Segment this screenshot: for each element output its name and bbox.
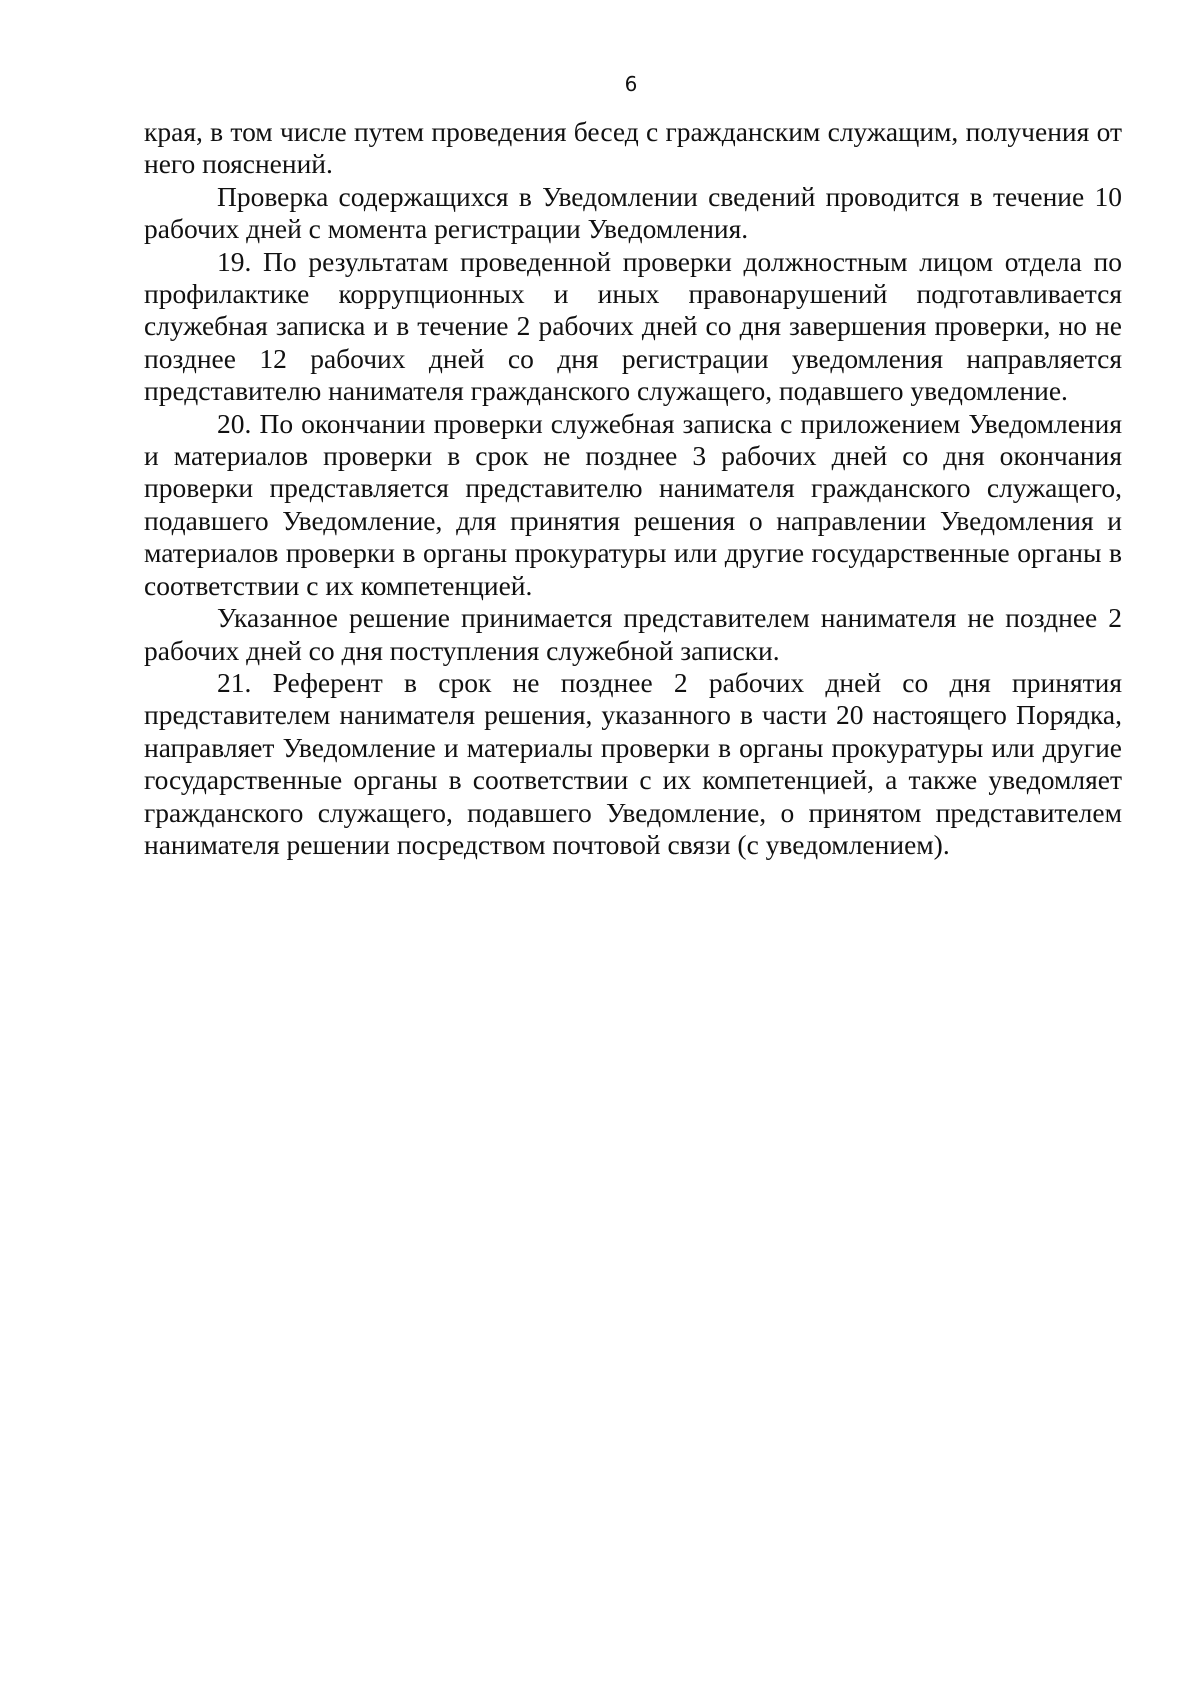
paragraph-item-19: 19. По результатам проведенной проверки должностным лицом отдела по профилактике коррупционных и иных правонарушений подготавливается служебная записка и в течение 2 рабочих дней со дня завершения проверки, но не позднее 12 рабочих дней со дня регистрации уведомления направляется представителю нанимателя гражданского служащего, подавшего уведомление. xyxy=(144,245,1122,407)
document-body xyxy=(144,116,1122,861)
paragraph-decision-term: Указанное решение принимается представителем нанимателя не позднее 2 рабочих дней со дня поступления служебной записки. xyxy=(144,602,1122,666)
paragraph-verification-term: Проверка содержащихся в Уведомлении сведений проводится в течение 10 рабочих дней с момента регистрации Уведомления. xyxy=(144,180,1122,245)
paragraph-item-21: 21. Референт в срок не позднее 2 рабочих дней со дня принятия представителем нанимателя решения, указанного в части 20 настоящего Порядка, направляет Уведомление и материалы проверки в органы прокуратуры или другие государственные органы в соответствии с их компетенцией, а также уведомляет гражданского служащего, подавшего Уведомление, о принятом представителем нанимателя решении посредством почтовой связи (с уведомлением). xyxy=(144,666,1122,860)
paragraph-item-20: 20. По окончании проверки служебная записка с приложением Уведомления и материалов проверки в срок не позднее 3 рабочих дней со дня окончания проверки представляется представителю нанимателя гражданского служащего, подавшего Уведомление, для принятия решения о направлении Уведомления и материалов проверки в органы прокуратуры или другие государственные органы в соответствии с их компетенцией. xyxy=(144,407,1122,601)
paragraph-continuation: края, в том числе путем проведения бесед с гражданским служащим, получения от него пояснений. xyxy=(144,116,1122,180)
page-number: 6 xyxy=(624,72,638,96)
